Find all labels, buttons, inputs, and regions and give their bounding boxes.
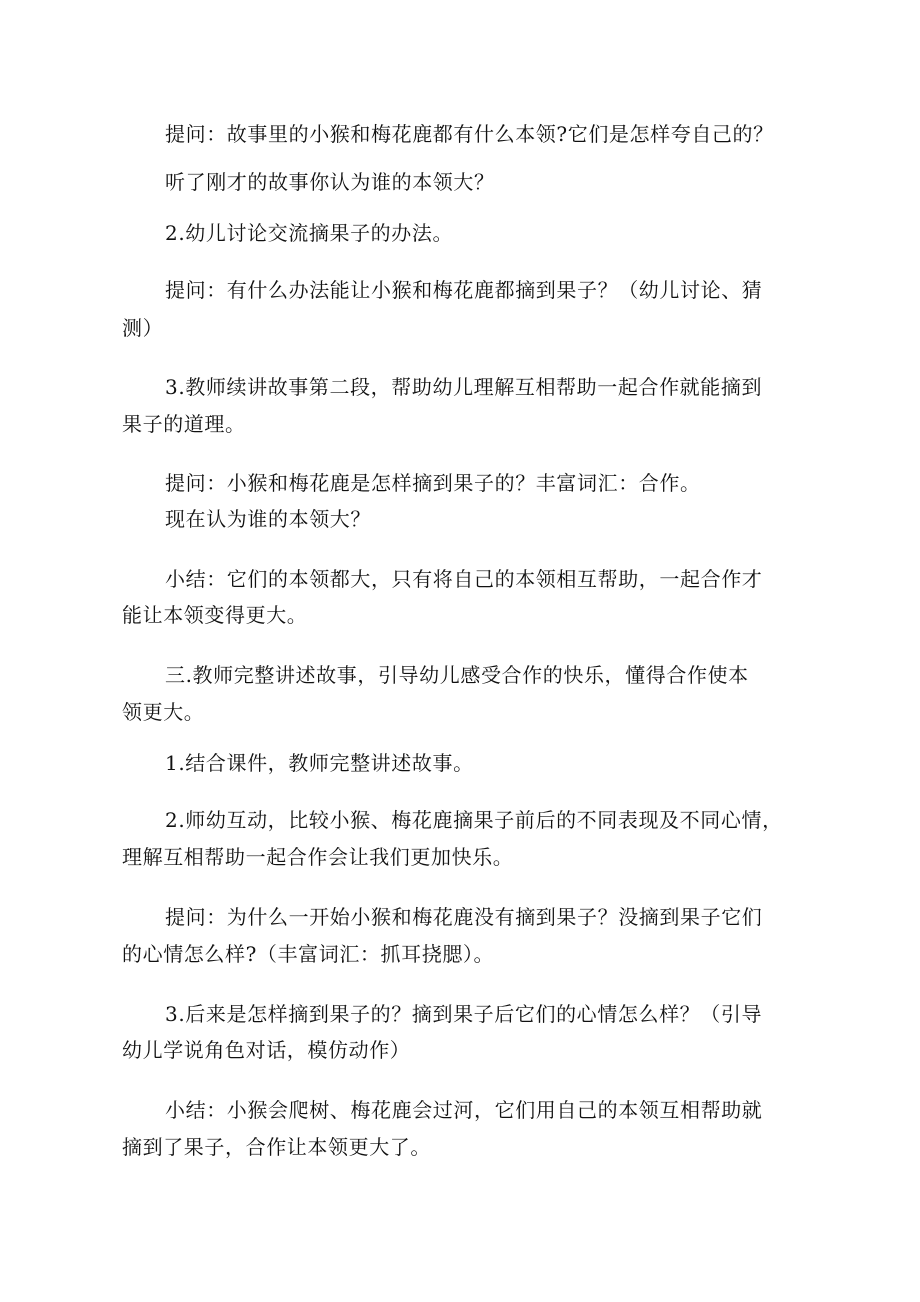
question-skills: 提问：故事里的小猴和梅花鹿都有什么本领?它们是怎样夸自己的？ bbox=[165, 122, 774, 146]
step-2-interaction-line-2: 理解互相帮助一起合作会让我们更加快乐。 bbox=[122, 845, 514, 869]
step-3-story-line-1: 3.教师续讲故事第二段，帮助幼儿理解互相帮助一起合作就能摘到 bbox=[165, 375, 763, 399]
summary-1-line-1: 小结：它们的本领都大，只有将自己的本领相互帮助，一起合作才 bbox=[165, 567, 763, 591]
step-2-discussion: 2.幼儿讨论交流摘果子的办法。 bbox=[165, 221, 454, 245]
question-method-line-1: 提问：有什么办法能让小猴和梅花鹿都摘到果子？（幼儿讨论、猜 bbox=[165, 278, 763, 302]
question-how-picked: 提问：小猴和梅花鹿是怎样摘到果子的？丰富词汇：合作。 bbox=[165, 471, 701, 495]
step-3-later-line-2: 幼儿学说角色对话，模仿动作） bbox=[122, 1038, 411, 1062]
step-2-interaction-line-1: 2.师幼互动，比较小猴、梅花鹿摘果子前后的不同表现及不同心情， bbox=[165, 808, 783, 832]
question-who-stronger: 听了刚才的故事你认为谁的本领大？ bbox=[165, 170, 495, 194]
summary-2-line-1: 小结：小猴会爬树、梅花鹿会过河，它们用自己的本领互相帮助就 bbox=[165, 1098, 763, 1122]
summary-2-line-2: 摘到了果子，合作让本领更大了。 bbox=[122, 1135, 431, 1159]
question-now-who: 现在认为谁的本领大？ bbox=[165, 507, 371, 531]
question-why-not-line-1: 提问：为什么一开始小猴和梅花鹿没有摘到果子？没摘到果子它们 bbox=[165, 905, 763, 929]
step-1-courseware: 1.结合课件，教师完整讲述故事。 bbox=[165, 751, 474, 775]
section-3-heading-line-2: 领更大。 bbox=[122, 700, 205, 724]
summary-1-line-2: 能让本领变得更大。 bbox=[122, 603, 308, 627]
question-method-line-2: 测） bbox=[122, 316, 164, 340]
step-3-story-line-2: 果子的道理。 bbox=[122, 412, 246, 436]
section-3-heading-line-1: 三.教师完整讲述故事，引导幼儿感受合作的快乐，懂得合作使本 bbox=[165, 663, 749, 687]
question-why-not-line-2: 的心情怎么样?（丰富词汇：抓耳挠腮）。 bbox=[122, 942, 495, 966]
step-3-later-line-1: 3.后来是怎样摘到果子的？摘到果子后它们的心情怎么样？（引导 bbox=[165, 1002, 763, 1026]
